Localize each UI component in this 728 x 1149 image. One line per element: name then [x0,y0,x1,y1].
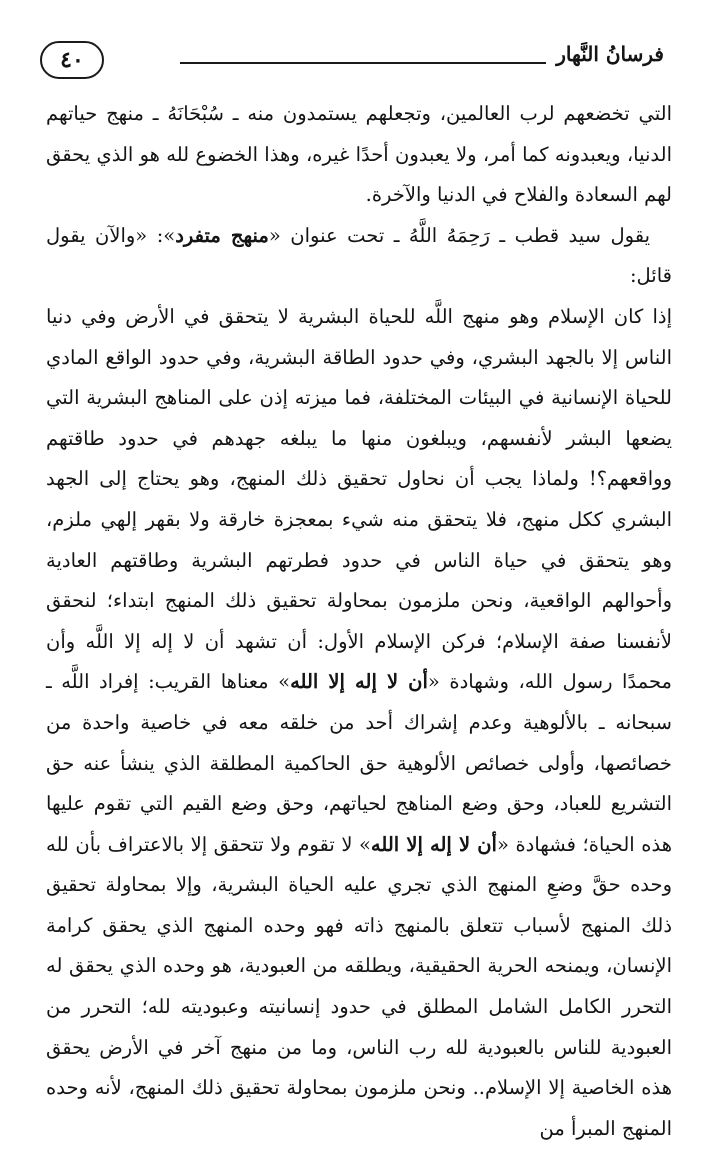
paragraph [46,94,672,216]
page-number: ٤٠ [60,47,84,73]
text-segment: التي تخضعهم لرب العالمين، وتجعلهم يستمدون منه ـ سُبْحَانَهُ ـ منهج حياتهم الدنيا، ويعبدونه كما أمر، ولا يعبدون أحدًا غيره، وهذا الخضوع لله هو الذي يحقق لهم السعادة والفلاح في الدنيا والآخرة. [46,102,672,207]
paragraph [46,297,672,1149]
header-rule [180,62,546,64]
bold-phrase: منهج متفرد [175,223,269,247]
text-segment: » لا تقوم ولا تتحقق إلا بالاعتراف بأن لله وحده حقَّ وضعِ المنهج الذي تجري عليه الحياة البشرية، وإلا بمحاولة تحقيق ذلك المنهج لأسباب تتعلق بالمنهج ذاته فهو وحده المنهج الذي يحقق كرامة الإنسان، ويمنحه الحرية الحقيقية، ويطلقه من العبودية، هو وحده الذي يحقق له التحرر الكامل الشامل المطلق في حدود إنسانيته وعبوديته لله؛ التحرر من العبودية للناس بالعبودية لله رب الناس، وما من منهج آخر في الأرض يحقق هذه الخاصية إلا الإسلام.. ونحن ملزمون بمحاولة تحقيق ذلك المنهج، لأنه وحده المنهج المبرأ من [46,832,672,1140]
text-segment: إذا كان الإسلام وهو منهج اللَّه للحياة البشرية لا يتحقق في الأرض وفي دنيا الناس إلا بالجهد البشري، وفي حدود الطاقة البشرية، وفي حدود الواقع المادي للحياة الإنسانية في البيئات المختلفة، فما ميزته إذن على المناهج البشرية التي يضعها البشر لأنفسهم، ويبلغون منها ما يبلغه جهدهم في حدود طاقتهم وواقعهم؟! ولماذا يجب أن نحاول تحقيق ذلك المنهج، وهو يحتاج إلى الجهد البشري ككل منهج، فلا يتحقق منه شيء بمعجزة خارقة ولا بقهر إلهي ملزم، وهو يتحقق في حياة الناس في حدود فطرتهم البشرية وطاقتهم العادية وأحوالهم الواقعية، ونحن ملزمون بمحاولة تحقيق ذلك المنهج ابتداء؛ لنحقق لأنفسنا صفة الإسلام؛ فركن الإسلام الأول: أن تشهد أن لا إله إلا اللَّه وأن محمدًا رسول الله، وشهادة « [46,304,672,694]
text-segment: »: «والآن يقول قائل: [46,223,672,288]
bold-phrase: أن لا إله إلا الله [290,670,428,694]
body-text [46,94,672,1149]
page-header [40,38,664,84]
paragraph [46,216,672,297]
page-number-badge [40,41,104,79]
text-segment: » معناها القريب: إفراد اللَّه ـ سبحانه ـ بالألوهية وعدم إشراك أحد من خلقه معه في خاصية واحدة من خصائصها، وأولى خصائص الألوهية حق الحاكمية المطلقة الذي ينشأ عنه حق التشريع للعباد، وحق وضع المناهج لحياتهم، وحق وضع القيم التي تقوم عليها هذه الحياة؛ فشهادة « [46,670,673,856]
bold-phrase: أن لا إله إلا الله [370,832,497,856]
text-segment: يقول سيد قطب ـ رَحِمَهُ اللَّهُ ـ تحت عنوان « [268,223,650,247]
running-title: فرسانُ النَّهار [556,42,664,66]
